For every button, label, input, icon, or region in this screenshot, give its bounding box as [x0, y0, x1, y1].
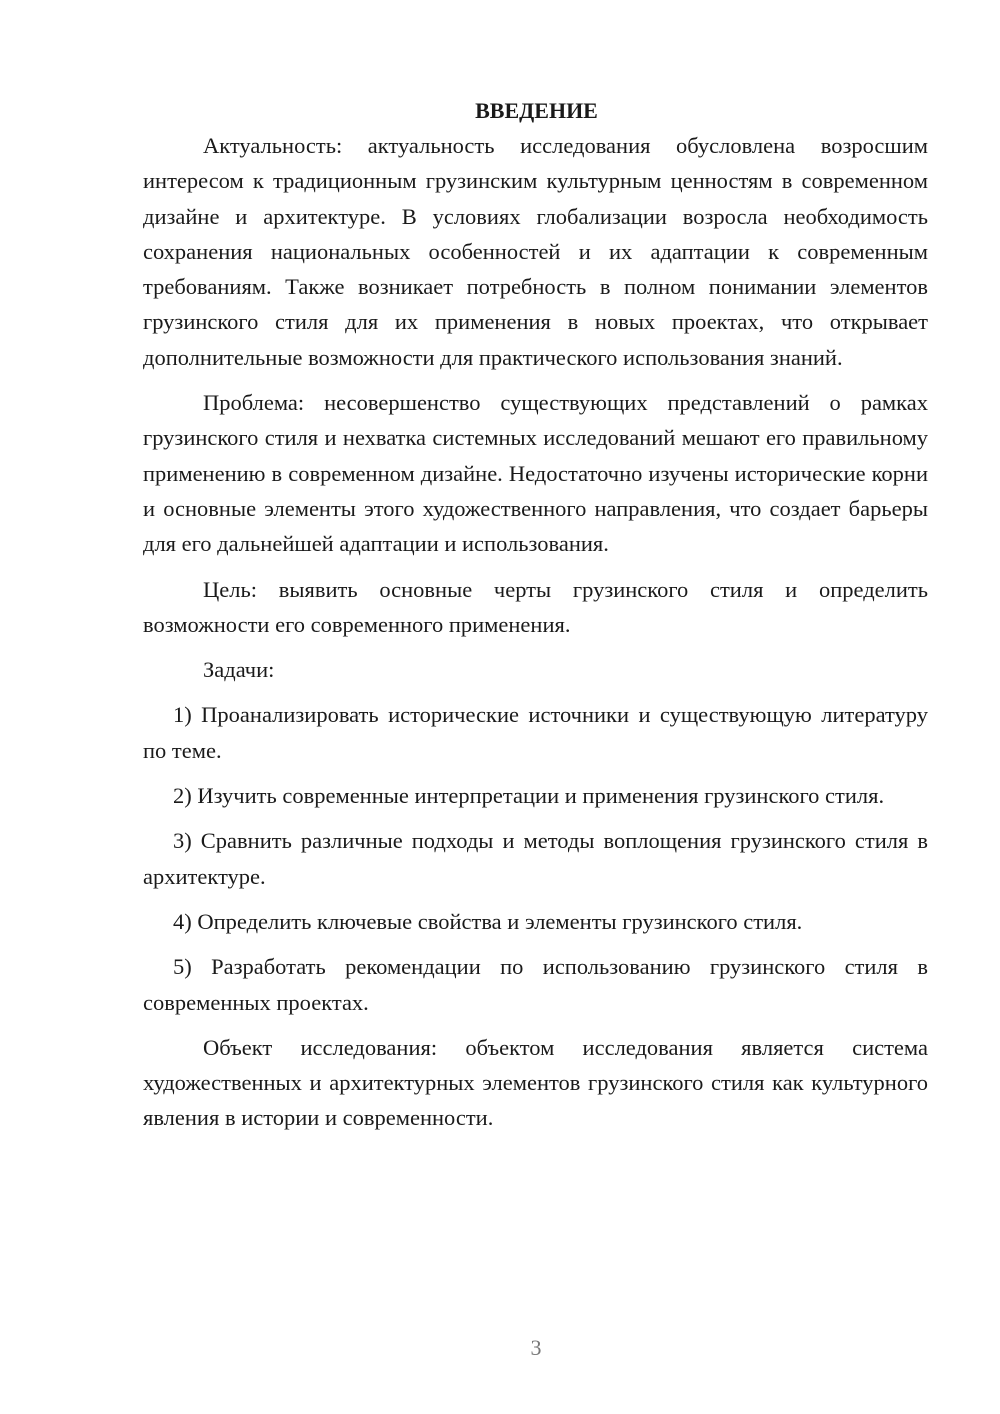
- section-title: ВВЕДЕНИЕ: [475, 98, 598, 123]
- problem-paragraph: Проблема: несовершенство существующих представлений о рамках грузинского стиля и нехватка системных исследований мешают его правильному применению в современном дизайне. Недостаточно изучены исторические корни и основные элементы этого художественного направления, что создает барьеры для его дальнейшей адаптации и использования.: [143, 390, 928, 557]
- relevance-paragraph: Актуальность: актуальность исследования обусловлена возросшим интересом к традиционным грузинским культурным ценностям в современном дизайне и архитектуре. В условиях глобализации возросла необходимость сохранения национальных особенностей и их адаптации к современным требованиям. Также возникает потребность в полном понимании элементов грузинского стиля для их применения в новых проектах, что открывает дополнительные возможности для практического использования знаний.: [143, 133, 928, 370]
- task-item: 5) Разработать рекомендации по использованию грузинского стиля в современных проектах.: [143, 954, 928, 1015]
- task-item: 3) Сравнить различные подходы и методы воплощения грузинского стиля в архитектуре.: [143, 828, 928, 889]
- page-content: [143, 93, 928, 1136]
- tasks-label: Задачи:: [203, 657, 275, 683]
- tasks-list: [143, 697, 928, 1019]
- task-item: 1) Проанализировать исторические источники и существующую литературу по теме.: [143, 702, 928, 763]
- object-paragraph: Объект исследования: объектом исследования является система художественных и архитектурных элементов грузинского стиля как культурного явления в истории и современности.: [143, 1034, 928, 1131]
- task-item: 4) Определить ключевые свойства и элементы грузинского стиля.: [173, 908, 803, 934]
- goal-paragraph: Цель: выявить основные черты грузинского стиля и определить возможности его современного применения.: [143, 576, 928, 637]
- page-number: 3: [530, 1335, 542, 1360]
- task-item: 2) Изучить современные интерпретации и применения грузинского стиля.: [173, 783, 885, 809]
